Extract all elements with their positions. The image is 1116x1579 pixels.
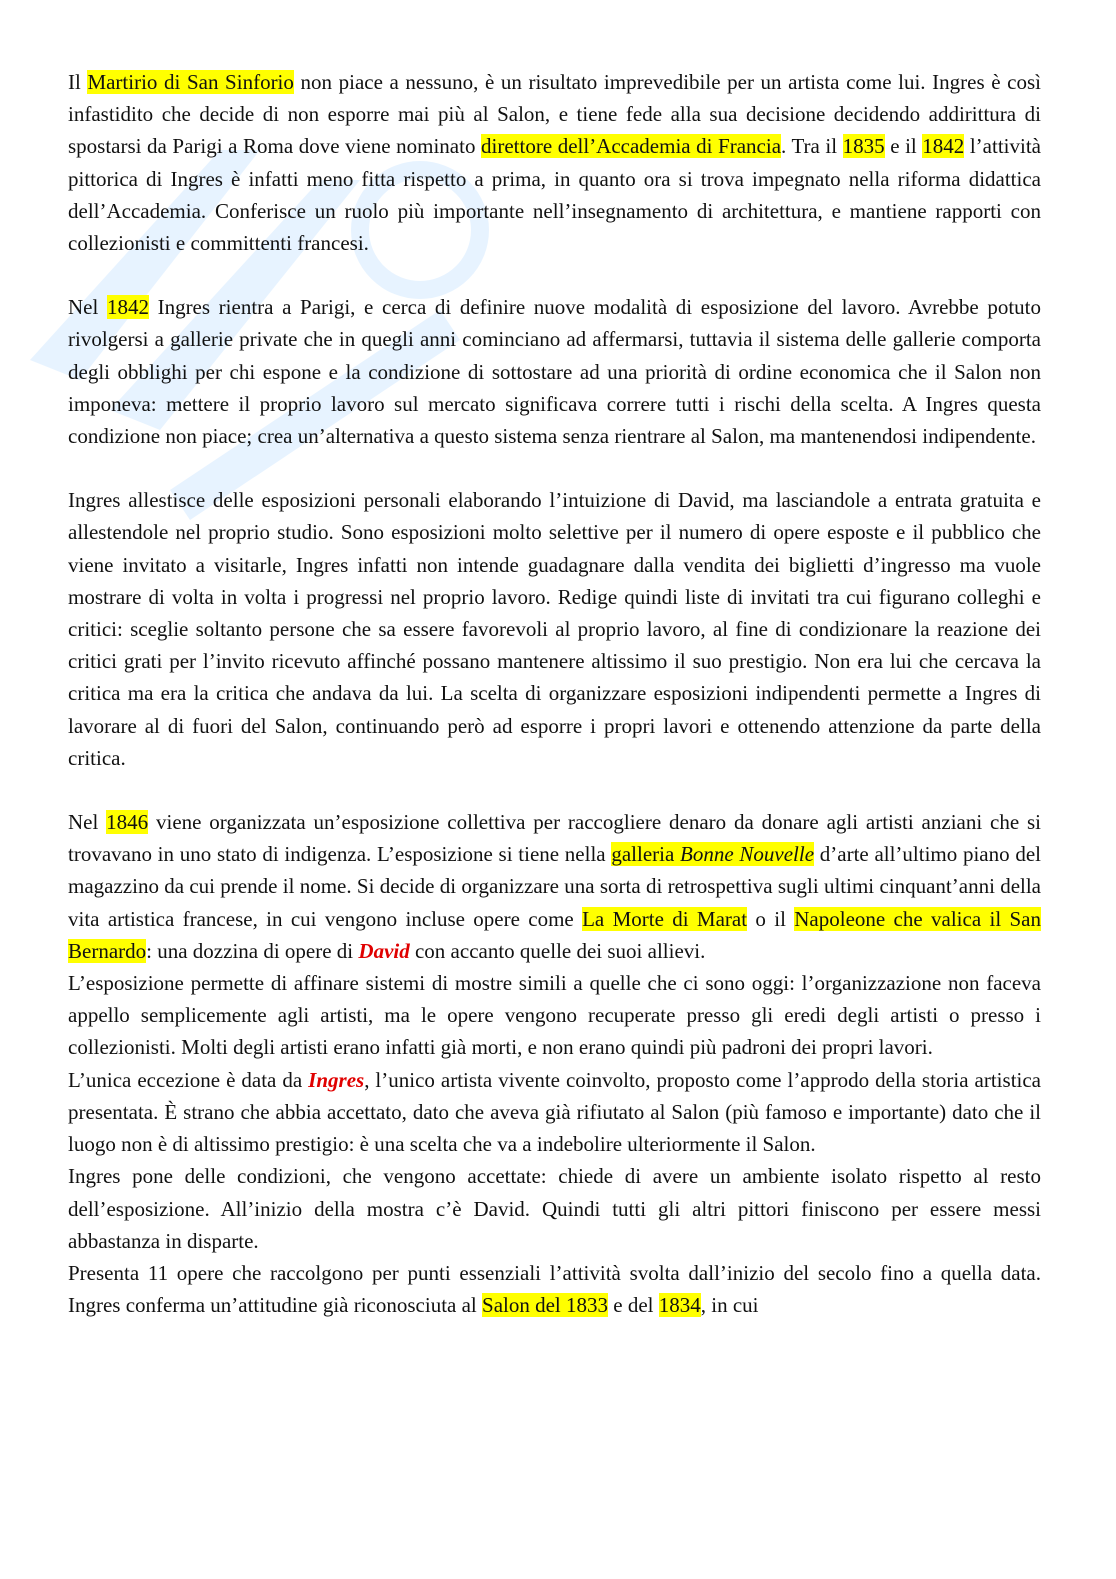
paragraph xyxy=(68,806,1041,967)
highlighted-text: Martirio di San Sinforio xyxy=(87,70,294,94)
highlighted-text: Napoleone che valica il San Bernardo xyxy=(68,906,1042,963)
paragraph-text: Ingres allestisce delle esposizioni personali elaborando l’intuizione di David, ma lasciandole a entrata gratuita e allestendole nel proprio studio. Sono esposizioni molto selettive per il numero di opere esposte e il pubblico che viene invitato a visitarle, Ingres infatti non intende guadagnare dalla vendita dei biglietti d’ingresso ma vuole mostrare di volta in volta i progressi nel proprio lavoro. Redige quindi liste di invitati tra cui figurano colleghi e critici: sceglie soltanto persone che sa essere favorevoli al proprio lavoro, al fine di condizionare la reazione dei critici grati per l’invito ricevuto affinché possano mantenere altissimo il suo prestigio. Non era lui che cercava la critica ma era la critica che andava da lui. La scelta di organizzare esposizioni indipendenti permette a Ingres di lavorare al di fuori del Salon, continuando però ad esporre i propri lavori e ottenendo attenzione da parte della critica. xyxy=(68,488,1041,770)
emphasized-name: Ingres xyxy=(308,1067,365,1092)
document-body xyxy=(68,66,1041,1321)
paragraph-text: Ingres pone delle condizioni, che vengono accettate: chiede di avere un ambiente isolato rispetto al resto dell’esposizione. All’inizio della mostra c’è David. Quindi tutti gli altri pittori finiscono per essere messi abbastanza in disparte. xyxy=(68,1164,1041,1253)
emphasized-name: David xyxy=(358,938,410,963)
paragraph xyxy=(68,291,1041,452)
paragraph-text: : una dozzina di opere di xyxy=(146,938,359,963)
paragraph-text: , in cui xyxy=(700,1293,759,1318)
paragraph-text: con accanto quelle dei suoi allievi. xyxy=(409,938,706,963)
paragraph-text: o il xyxy=(747,906,795,931)
highlighted-text: direttore dell’Accademia di Francia xyxy=(481,134,782,159)
paragraph xyxy=(68,66,1041,259)
paragraph-text: e del xyxy=(608,1293,659,1318)
paragraph-text: L’esposizione permette di affinare sistemi di mostre simili a quelle che ci sono oggi: l’organizzazione non faceva appello semplicemente agli artisti, ma le opere vengono recuperate presso gli eredi degli artisti o presso i collezionisti. Molti degli artisti erano infatti già morti, e non erano quindi più padroni dei propri lavori. xyxy=(68,971,1041,1060)
highlighted-text: 1842 xyxy=(106,295,149,320)
paragraph xyxy=(68,967,1041,1064)
paragraph-text: , l’unico artista vivente coinvolto, proposto come l’approdo della storia artistica presentata. È strano che abbia accettato, dato che aveva già rifiutato al Salon (più famoso e importante) dato che il luogo non è di altissimo prestigio: è una scelta che va a indebolire ulteriormente il Salon. xyxy=(68,1067,1042,1157)
paragraph-text: Ingres rientra a Parigi, e cerca di definire nuove modalità di esposizione del lavoro. Avrebbe potuto rivolgersi a gallerie private che in quegli anni cominciano ad affermarsi, tuttavia il sistema delle gallerie comporta degli obblighi per chi espone e la condizione di sottostare ad una priorità di ordine economica che il Salon non imponeva: mettere il proprio lavoro sul mercato significava correre tutti i rischi della scelta. A Ingres questa condizione non piace; crea un’alternativa a questo sistema senza rientrare al Salon, ma mantenendosi indipendente. xyxy=(68,295,1042,449)
paragraph xyxy=(68,1160,1041,1257)
paragraph-text: e il xyxy=(884,134,923,159)
paragraph-text: Nel xyxy=(68,810,107,835)
highlighted-text: Salon del 1833 xyxy=(482,1293,609,1318)
highlighted-text: 1835 xyxy=(842,134,885,159)
paragraph-text: . Tra il xyxy=(781,134,843,159)
highlighted-text: La Morte di Marat xyxy=(582,906,748,931)
paragraph-text: Il xyxy=(68,70,88,94)
paragraph-text: L’unica eccezione è data da xyxy=(68,1067,309,1092)
paragraph xyxy=(68,484,1041,774)
highlighted-text: 1842 xyxy=(922,134,965,159)
paragraph-text: Nel xyxy=(68,295,107,320)
paragraph xyxy=(68,1257,1041,1321)
paragraph-text: Presenta 11 opere che raccolgono per punti essenziali l’attività svolta dall’inizio del secolo fino a quella data. Ingres conferma un’attitudine già riconosciuta al xyxy=(68,1260,1041,1318)
highlighted-text: galleria xyxy=(611,842,681,867)
paragraph xyxy=(68,1064,1041,1161)
paragraph-text: d’arte all’ultimo piano del magazzino da cui prende il nome. Si decide di organizzare una sorta di retrospettiva sugli ultimi cinquant’anni della vita artistica francese, in cui vengono incluse opere come xyxy=(68,842,1042,931)
highlighted-text: 1834 xyxy=(658,1293,701,1318)
highlighted-text: 1846 xyxy=(106,810,149,835)
highlighted-text: Bonne Nouvelle xyxy=(680,842,815,867)
paragraph-text: l’attività pittorica di Ingres è infatti meno fitta rispetto a prima, in quanto ora si trova impegnato nella riforma didattica dell’Accademia. Conferisce un ruolo più importante nell’insegnamento di architettura, e mantiene rapporti con collezionisti e committenti francesi. xyxy=(68,134,1041,256)
paragraph-text: viene organizzata un’esposizione collettiva per raccogliere denaro da donare agli artisti anziani che si trovavano in uno stato di indigenza. L’esposizione si tiene nella xyxy=(68,810,1041,867)
paragraph-text: non piace a nessuno, è un risultato imprevedibile per un artista come lui. Ingres è così infastidito che decide di non esporre mai più al Salon, e tiene fede alla sua decisione decidendo addirittura di spostarsi da Parigi a Roma dove viene nominato xyxy=(68,70,1041,159)
